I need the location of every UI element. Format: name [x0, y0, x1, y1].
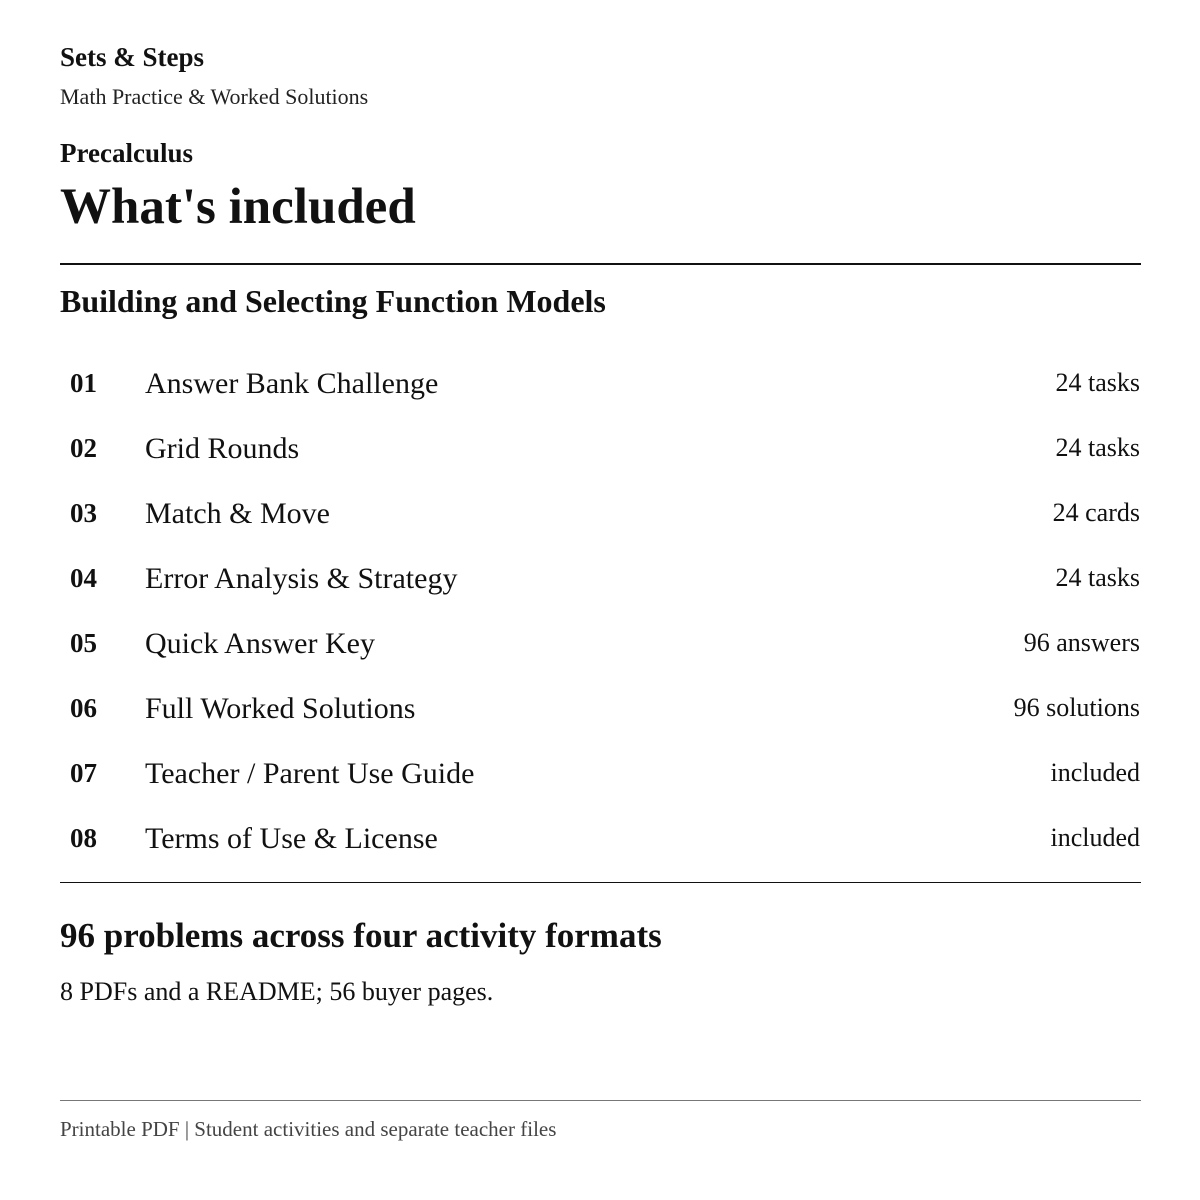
item-title: Teacher / Parent Use Guide	[145, 757, 475, 790]
contents-item	[60, 678, 1141, 743]
contents-item	[60, 483, 1141, 548]
summary-detail: 8 PDFs and a README; 56 buyer pages.	[60, 977, 494, 1006]
item-title: Terms of Use & License	[145, 822, 438, 855]
item-count: 24 cards	[1052, 498, 1140, 527]
item-number: 05	[70, 628, 97, 658]
page	[60, 0, 1141, 1200]
contents-item	[60, 808, 1141, 873]
item-number: 06	[70, 693, 97, 723]
subject-label: Precalculus	[60, 138, 193, 168]
contents-list	[60, 353, 1141, 873]
brand-name: Sets & Steps	[60, 42, 205, 72]
item-number: 02	[70, 433, 97, 463]
item-number: 07	[70, 758, 97, 788]
item-title: Quick Answer Key	[145, 627, 375, 660]
item-number: 03	[70, 498, 97, 528]
contents-item	[60, 548, 1141, 613]
item-title: Grid Rounds	[145, 432, 300, 465]
contents-item	[60, 613, 1141, 678]
page-title: What's included	[60, 179, 416, 235]
item-count: 96 solutions	[1013, 693, 1140, 722]
item-title: Match & Move	[145, 497, 330, 530]
item-number: 04	[70, 563, 97, 593]
section-title: Building and Selecting Function Models	[60, 283, 606, 319]
contents-item	[60, 353, 1141, 418]
contents-item	[60, 743, 1141, 808]
item-count: 96 answers	[1023, 628, 1140, 657]
item-title: Full Worked Solutions	[145, 692, 416, 725]
title-divider	[60, 263, 1141, 265]
list-divider	[60, 882, 1141, 883]
item-count: included	[1050, 758, 1140, 787]
item-count: included	[1050, 823, 1140, 852]
footer-text: Printable PDF | Student activities and separate teacher files	[60, 1117, 557, 1141]
item-count: 24 tasks	[1055, 433, 1140, 462]
item-title: Answer Bank Challenge	[145, 367, 439, 400]
item-number: 01	[70, 368, 97, 398]
item-title: Error Analysis & Strategy	[145, 562, 458, 595]
contents-item	[60, 418, 1141, 483]
brand-tagline: Math Practice & Worked Solutions	[60, 84, 369, 109]
footer-divider	[60, 1100, 1141, 1101]
summary-heading: 96 problems across four activity formats	[60, 916, 662, 955]
item-count: 24 tasks	[1055, 368, 1140, 397]
item-number: 08	[70, 823, 97, 853]
item-count: 24 tasks	[1055, 563, 1140, 592]
